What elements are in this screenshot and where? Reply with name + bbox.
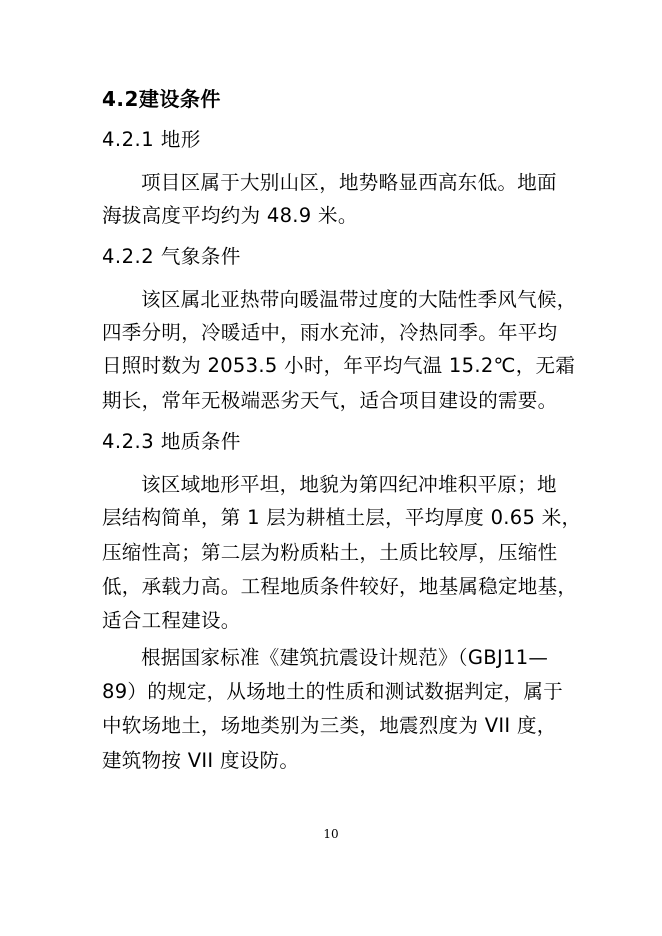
subsection-heading-terrain: 4.2.1 地形 [102, 128, 201, 151]
paragraph-line: 海拔高度平均约为 48.9 米。 [102, 204, 358, 227]
page-number: 10 [323, 827, 339, 841]
subsection-heading-climate: 4.2.2 气象条件 [102, 245, 241, 268]
paragraph-line: 期长，常年无极端恶劣天气，适合项目建设的需要。 [102, 389, 558, 412]
paragraph-line: 该区域地形平坦，地貌为第四纪冲堆积平原；地 [141, 473, 557, 496]
subsection-heading-geology: 4.2.3 地质条件 [102, 430, 241, 453]
paragraph-line: 四季分明，冷暖适中，雨水充沛，冷热同季。年平均 [102, 321, 558, 344]
section-heading: 4.2建设条件 [102, 87, 221, 111]
paragraph-line: 项目区属于大别山区，地势略显西高东低。地面 [141, 171, 557, 194]
paragraph-line: 建筑物按 VII 度设防。 [102, 749, 300, 772]
paragraph-line: 压缩性高；第二层为粉质粘土，土质比较厚，压缩性 [102, 541, 558, 564]
paragraph-line: 根据国家标准《建筑抗震设计规范》（GBJ11— [141, 646, 549, 669]
paragraph-line: 层结构简单，第 1 层为耕植土层，平均厚度 0.65 米， [102, 506, 582, 529]
paragraph-line: 适合工程建设。 [102, 609, 241, 632]
paragraph-line: 该区属北亚热带向暖温带过度的大陆性季风气候， [141, 288, 577, 311]
paragraph-line: 89）的规定，从场地土的性质和测试数据判定，属于 [102, 680, 564, 703]
paragraph-line: 中软场地土，场地类别为三类，地震烈度为 VII 度， [102, 714, 557, 737]
paragraph-line: 日照时数为 2053.5 小时，年平均气温 15.2℃，无霜 [102, 354, 576, 377]
paragraph-line: 低，承载力高。工程地质条件较好，地基属稳定地基， [102, 575, 578, 598]
